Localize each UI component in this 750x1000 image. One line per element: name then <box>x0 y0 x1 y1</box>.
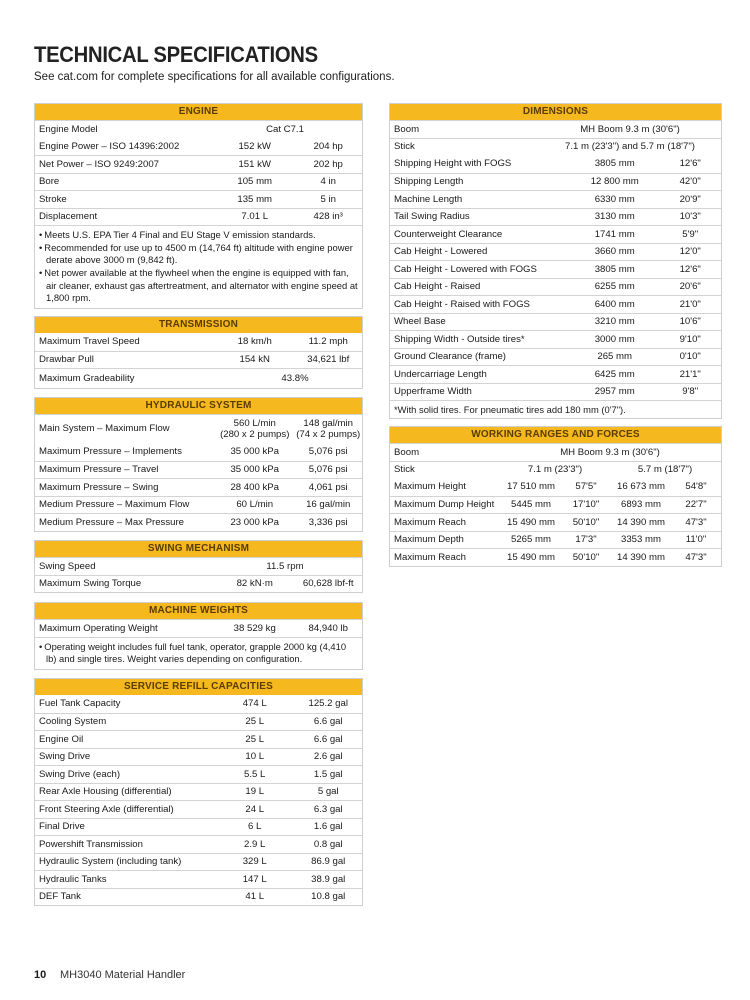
row-value-imperial: 1.6 gal <box>313 821 343 833</box>
table-row <box>35 368 362 388</box>
row-value-imperial: 9'10" <box>679 333 701 345</box>
table-row <box>390 295 721 313</box>
table-row <box>390 155 721 173</box>
row-value: 7.1 m (23'3") and 5.7 m (18'7") <box>565 141 695 153</box>
row-label: Hydraulic System (including tank) <box>39 856 182 868</box>
row-value-metric: 18 km/h <box>237 336 272 348</box>
row-label: Boom <box>394 123 420 135</box>
stick-a-metric: 5265 mm <box>511 534 551 546</box>
row-value-metric: 41 L <box>245 891 265 903</box>
row-label: Machine Length <box>394 193 463 205</box>
table-row <box>35 888 362 906</box>
row-value-metric: 6255 mm <box>594 281 635 293</box>
table-row <box>390 348 721 366</box>
row-value-metric: 135 mm <box>237 193 273 205</box>
row-label: Stick <box>394 141 415 153</box>
row-value: 11.5 rpm <box>266 560 304 572</box>
stick-b-imperial: 22'7" <box>685 499 707 511</box>
table-row <box>35 138 362 156</box>
table-row <box>35 461 362 479</box>
refill-header: SERVICE REFILL CAPACITIES <box>35 679 362 695</box>
row-value-metric: 105 mm <box>237 176 273 188</box>
engine-table <box>34 103 363 309</box>
row-value-imperial: 16 gal/min <box>306 499 351 511</box>
row-label: Cab Height - Lowered <box>394 246 488 258</box>
table-row <box>35 414 362 443</box>
flow-imperial: 148 gal/min <box>303 417 354 429</box>
stick-a-metric: 15 490 mm <box>507 516 555 528</box>
table-row <box>35 695 362 713</box>
row-label: Counterweight Clearance <box>394 228 503 240</box>
row-value-metric: 2957 mm <box>594 386 635 398</box>
row-value-imperial: 12'6" <box>679 158 701 170</box>
row-value-metric: 38 529 kg <box>233 622 276 634</box>
row-value-metric: 60 L/min <box>236 499 274 511</box>
row-value-imperial: 20'9" <box>679 193 701 205</box>
row-label: Engine Model <box>39 123 98 135</box>
row-value-metric: 35 000 kPa <box>230 446 279 458</box>
table-row <box>35 513 362 531</box>
stick-b-metric: 14 390 mm <box>617 551 665 563</box>
row-value-imperial: 0'10" <box>679 351 701 363</box>
row-label: Stick <box>394 464 415 476</box>
flow-metric: 560 L/min <box>233 417 276 429</box>
table-row <box>390 243 721 261</box>
row-value-imperial: 38.9 gal <box>311 873 346 885</box>
row-value-metric: 23 000 kPa <box>230 516 279 528</box>
row-value: Cat C7.1 <box>266 123 304 135</box>
swing-header: SWING MECHANISM <box>35 541 362 557</box>
table-row <box>390 120 721 138</box>
row-label: Ground Clearance (frame) <box>394 351 506 363</box>
row-value-imperial: 5 gal <box>317 786 339 798</box>
footer-title: MH3040 Material Handler <box>60 969 186 981</box>
table-row <box>390 531 721 549</box>
row-label: Front Steering Axle (differential) <box>39 803 174 815</box>
dimensions-header: DIMENSIONS <box>390 104 721 120</box>
row-value-imperial: 125.2 gal <box>308 698 348 710</box>
page-title: TECHNICAL SPECIFICATIONS <box>34 42 318 67</box>
row-value-metric: 154 kN <box>239 354 270 366</box>
row-value-imperial: 9'8" <box>682 386 699 398</box>
row-value: 43.8% <box>281 372 309 384</box>
row-value-imperial: 2.6 gal <box>313 751 343 763</box>
table-row <box>390 313 721 331</box>
row-label: Undercarriage Length <box>394 368 487 380</box>
engine-header: ENGINE <box>35 104 362 120</box>
table-row <box>35 748 362 766</box>
table-row <box>35 713 362 731</box>
row-value-imperial: 6.6 gal <box>313 716 343 728</box>
stick-b: 5.7 m (18'7") <box>637 464 693 476</box>
row-label: Maximum Swing Torque <box>39 578 142 590</box>
row-value-metric: 35 000 kPa <box>230 464 279 476</box>
table-row <box>35 853 362 871</box>
row-value-metric: 147 L <box>242 873 267 885</box>
dimensions-table <box>389 103 722 419</box>
table-row <box>35 835 362 853</box>
engine-notes <box>35 225 362 308</box>
page-subtitle: See cat.com for complete specifications for all available configurations. <box>34 71 395 83</box>
row-label: Fuel Tank Capacity <box>39 698 121 710</box>
note-item: • Meets U.S. EPA Tier 4 Final and EU Stage V emission standards. <box>39 229 358 242</box>
swing-table <box>34 540 363 593</box>
row-label: Swing Speed <box>39 560 96 572</box>
row-value-metric: 28 400 kPa <box>230 481 279 493</box>
row-label: Maximum Operating Weight <box>39 622 158 634</box>
row-label: Maximum Reach <box>394 551 466 563</box>
row-label: Powershift Transmission <box>39 838 143 850</box>
row-label: Boom <box>394 446 420 458</box>
table-row <box>390 278 721 296</box>
row-label: Cab Height - Raised with FOGS <box>394 298 530 310</box>
table-row <box>35 120 362 138</box>
table-row <box>390 260 721 278</box>
row-value-metric: 7.01 L <box>241 211 269 223</box>
transmission-header: TRANSMISSION <box>35 317 362 333</box>
row-value-imperial: 1.5 gal <box>313 768 343 780</box>
table-row <box>35 155 362 173</box>
row-label: Wheel Base <box>394 316 446 328</box>
row-value-metric: 329 L <box>242 856 267 868</box>
table-row <box>35 575 362 593</box>
row-label: Shipping Width - Outside tires* <box>394 333 525 345</box>
row-value-metric: 151 kW <box>238 158 271 170</box>
row-value-imperial: 5 in <box>320 193 336 205</box>
row-value-metric: 6425 mm <box>594 368 635 380</box>
hydraulic-header: HYDRAULIC SYSTEM <box>35 398 362 414</box>
table-row <box>35 730 362 748</box>
note-item: • Recommended for use up to 4500 m (14,764 ft) altitude with engine power derate above 3000 m (9,842 ft). <box>39 242 358 267</box>
row-value-metric: 6 L <box>248 821 262 833</box>
row-value: MH Boom 9.3 m (30'6") <box>560 446 660 458</box>
row-value-metric: 19 L <box>245 786 265 798</box>
flow-metric-note: (280 x 2 pumps) <box>220 429 290 440</box>
row-label: Maximum Height <box>394 481 466 493</box>
row-label: Swing Drive (each) <box>39 768 121 780</box>
table-row <box>35 333 362 351</box>
row-label: Cab Height - Lowered with FOGS <box>394 263 537 275</box>
row-label: Tail Swing Radius <box>394 211 470 223</box>
table-row <box>35 619 362 637</box>
row-value-imperial: 10'3" <box>679 211 701 223</box>
stick-b-metric: 3353 mm <box>621 534 661 546</box>
row-label: DEF Tank <box>39 891 81 903</box>
row-value-imperial: 10.8 gal <box>311 891 346 903</box>
weights-header: MACHINE WEIGHTS <box>35 603 362 619</box>
hydraulic-table <box>34 397 363 532</box>
row-value: MH Boom 9.3 m (30'6") <box>580 123 680 135</box>
row-label: Maximum Depth <box>394 534 464 546</box>
table-row <box>390 330 721 348</box>
machine-weights-table <box>34 602 363 670</box>
row-label: Maximum Gradeability <box>39 372 135 384</box>
row-value-metric: 5.5 L <box>244 768 266 780</box>
table-row <box>390 496 721 514</box>
row-value-imperial: 60,628 lbf-ft <box>302 578 354 590</box>
page-number: 10 <box>34 969 47 981</box>
row-value-imperial: 0.8 gal <box>313 838 343 850</box>
row-label: Maximum Pressure – Implements <box>39 446 182 458</box>
transmission-table <box>34 316 363 389</box>
row-value-imperial: 202 hp <box>313 158 343 170</box>
row-value-metric: 3130 mm <box>594 211 635 223</box>
stick-b-imperial: 54'8" <box>685 481 707 493</box>
row-value-imperial: 21'1" <box>679 368 701 380</box>
row-label: Drawbar Pull <box>39 354 94 366</box>
table-row <box>390 461 721 479</box>
row-value-imperial: 5'9" <box>682 228 699 240</box>
row-value-metric: 25 L <box>245 716 265 728</box>
table-row <box>35 496 362 514</box>
row-label: Shipping Length <box>394 176 464 188</box>
row-value-imperial: 4 in <box>320 176 336 188</box>
row-label: Maximum Reach <box>394 516 466 528</box>
stick-b-imperial: 11'0" <box>685 534 707 546</box>
row-value-imperial: 204 hp <box>313 140 343 152</box>
row-label: Net Power – ISO 9249:2007 <box>39 158 159 170</box>
row-label: Stroke <box>39 193 67 205</box>
table-row <box>390 478 721 496</box>
row-label: Final Drive <box>39 821 85 833</box>
row-label: Maximum Pressure – Swing <box>39 481 159 493</box>
row-value-metric: 10 L <box>245 751 265 763</box>
row-label: Cooling System <box>39 716 107 728</box>
row-value-metric: 6330 mm <box>594 193 635 205</box>
table-row <box>390 208 721 226</box>
row-value-imperial: 428 in³ <box>313 211 343 223</box>
row-label: Hydraulic Tanks <box>39 873 107 885</box>
table-row <box>390 138 721 156</box>
row-value-imperial: 3,336 psi <box>308 516 348 528</box>
row-value-metric: 3660 mm <box>594 246 635 258</box>
dimensions-note: *With solid tires. For pneumatic tires add 180 mm (0'7"). <box>390 400 721 418</box>
table-row <box>35 557 362 575</box>
stick-a-imperial: 17'3" <box>575 534 597 546</box>
table-row <box>390 443 721 461</box>
working-ranges-table <box>389 426 722 567</box>
row-label: Displacement <box>39 211 98 223</box>
row-label: Medium Pressure – Maximum Flow <box>39 499 190 511</box>
row-value-metric: 24 L <box>245 803 265 815</box>
table-row <box>390 548 721 566</box>
row-value-metric: 474 L <box>242 698 267 710</box>
row-label: Engine Power – ISO 14396:2002 <box>39 140 180 152</box>
row-value-metric: 3805 mm <box>594 158 635 170</box>
stick-b-metric: 14 390 mm <box>617 516 665 528</box>
row-value-imperial: 20'6" <box>679 281 701 293</box>
row-value-imperial: 12'6" <box>679 263 701 275</box>
table-row <box>35 173 362 191</box>
row-value-metric: 82 kN·m <box>236 578 273 590</box>
row-value-imperial: 34,621 lbf <box>307 354 350 366</box>
row-label: Medium Pressure – Max Pressure <box>39 516 185 528</box>
row-label: Engine Oil <box>39 733 84 745</box>
note-item: • Net power available at the flywheel when the engine is equipped with fan, air cleaner, exhaust gas aftertreatment, and alternator with engine speed at 1,800 rpm. <box>39 267 358 305</box>
row-value-metric: 25 L <box>245 733 265 745</box>
stick-b-imperial: 47'3" <box>685 516 707 528</box>
stick-a-imperial: 17'10" <box>572 499 600 511</box>
row-value-imperial: 11.2 mph <box>308 336 348 348</box>
table-row <box>35 443 362 461</box>
table-row <box>35 765 362 783</box>
refill-table <box>34 678 363 906</box>
table-row <box>35 818 362 836</box>
row-label: Cab Height - Raised <box>394 281 481 293</box>
table-row <box>35 478 362 496</box>
table-row <box>390 383 721 401</box>
stick-b-metric: 6893 mm <box>621 499 661 511</box>
row-value-imperial: 5,076 psi <box>308 464 348 476</box>
stick-a-metric: 17 510 mm <box>507 481 555 493</box>
row-value-imperial: 12'0" <box>679 246 701 258</box>
row-label: Maximum Travel Speed <box>39 336 140 348</box>
table-row <box>35 208 362 226</box>
table-row <box>390 190 721 208</box>
row-label: Upperframe Width <box>394 386 472 398</box>
stick-b-imperial: 47'3" <box>685 551 707 563</box>
working-header: WORKING RANGES AND FORCES <box>390 427 721 443</box>
table-row <box>35 783 362 801</box>
row-label: Maximum Pressure – Travel <box>39 464 159 476</box>
row-value-imperial: 6.6 gal <box>313 733 343 745</box>
row-value-metric: 2.9 L <box>244 838 266 850</box>
table-row <box>35 190 362 208</box>
row-value-imperial: 21'0" <box>679 298 701 310</box>
stick-a-imperial: 50'10" <box>572 516 600 528</box>
stick-a: 7.1 m (23'3") <box>527 464 583 476</box>
row-value-imperial: 5,076 psi <box>308 446 348 458</box>
row-label: Rear Axle Housing (differential) <box>39 786 172 798</box>
row-value-metric: 152 kW <box>238 140 271 152</box>
row-value-imperial: 86.9 gal <box>311 856 346 868</box>
table-row <box>390 225 721 243</box>
row-value-metric: 12 800 mm <box>590 176 639 188</box>
row-value-metric: 3000 mm <box>594 333 635 345</box>
row-value-imperial <box>294 418 362 440</box>
row-label: Swing Drive <box>39 751 91 763</box>
table-row <box>35 800 362 818</box>
row-value-metric: 1741 mm <box>594 228 635 240</box>
row-value-metric: 3210 mm <box>594 316 635 328</box>
stick-a-metric: 15 490 mm <box>507 551 555 563</box>
row-value-imperial: 84,940 lb <box>308 622 348 634</box>
row-label: Main System – Maximum Flow <box>39 423 170 435</box>
row-label: Maximum Dump Height <box>394 499 495 511</box>
row-value-metric: 6400 mm <box>594 298 635 310</box>
flow-imperial-note: (74 x 2 pumps) <box>296 429 361 440</box>
row-value-imperial: 10'6" <box>679 316 701 328</box>
row-value-metric: 265 mm <box>597 351 633 363</box>
row-label: Shipping Height with FOGS <box>394 158 512 170</box>
row-value-imperial: 4,061 psi <box>308 481 348 493</box>
stick-b-metric: 16 673 mm <box>617 481 665 493</box>
note-item: • Operating weight includes full fuel tank, operator, grapple 2000 kg (4,410 lb) and single tires. Weight varies depending on configuration. <box>39 641 358 666</box>
table-row <box>35 351 362 369</box>
stick-a-imperial: 50'10" <box>572 551 600 563</box>
row-value-metric <box>215 418 294 440</box>
stick-a-metric: 5445 mm <box>511 499 551 511</box>
table-row <box>390 513 721 531</box>
row-value-imperial: 6.3 gal <box>313 803 343 815</box>
row-value-metric: 3805 mm <box>594 263 635 275</box>
table-row <box>390 365 721 383</box>
row-value-imperial: 42'0" <box>679 176 701 188</box>
stick-a-imperial: 57'5" <box>575 481 597 493</box>
table-row <box>390 173 721 191</box>
weights-note <box>35 637 362 669</box>
table-row <box>35 870 362 888</box>
row-label: Bore <box>39 176 60 188</box>
